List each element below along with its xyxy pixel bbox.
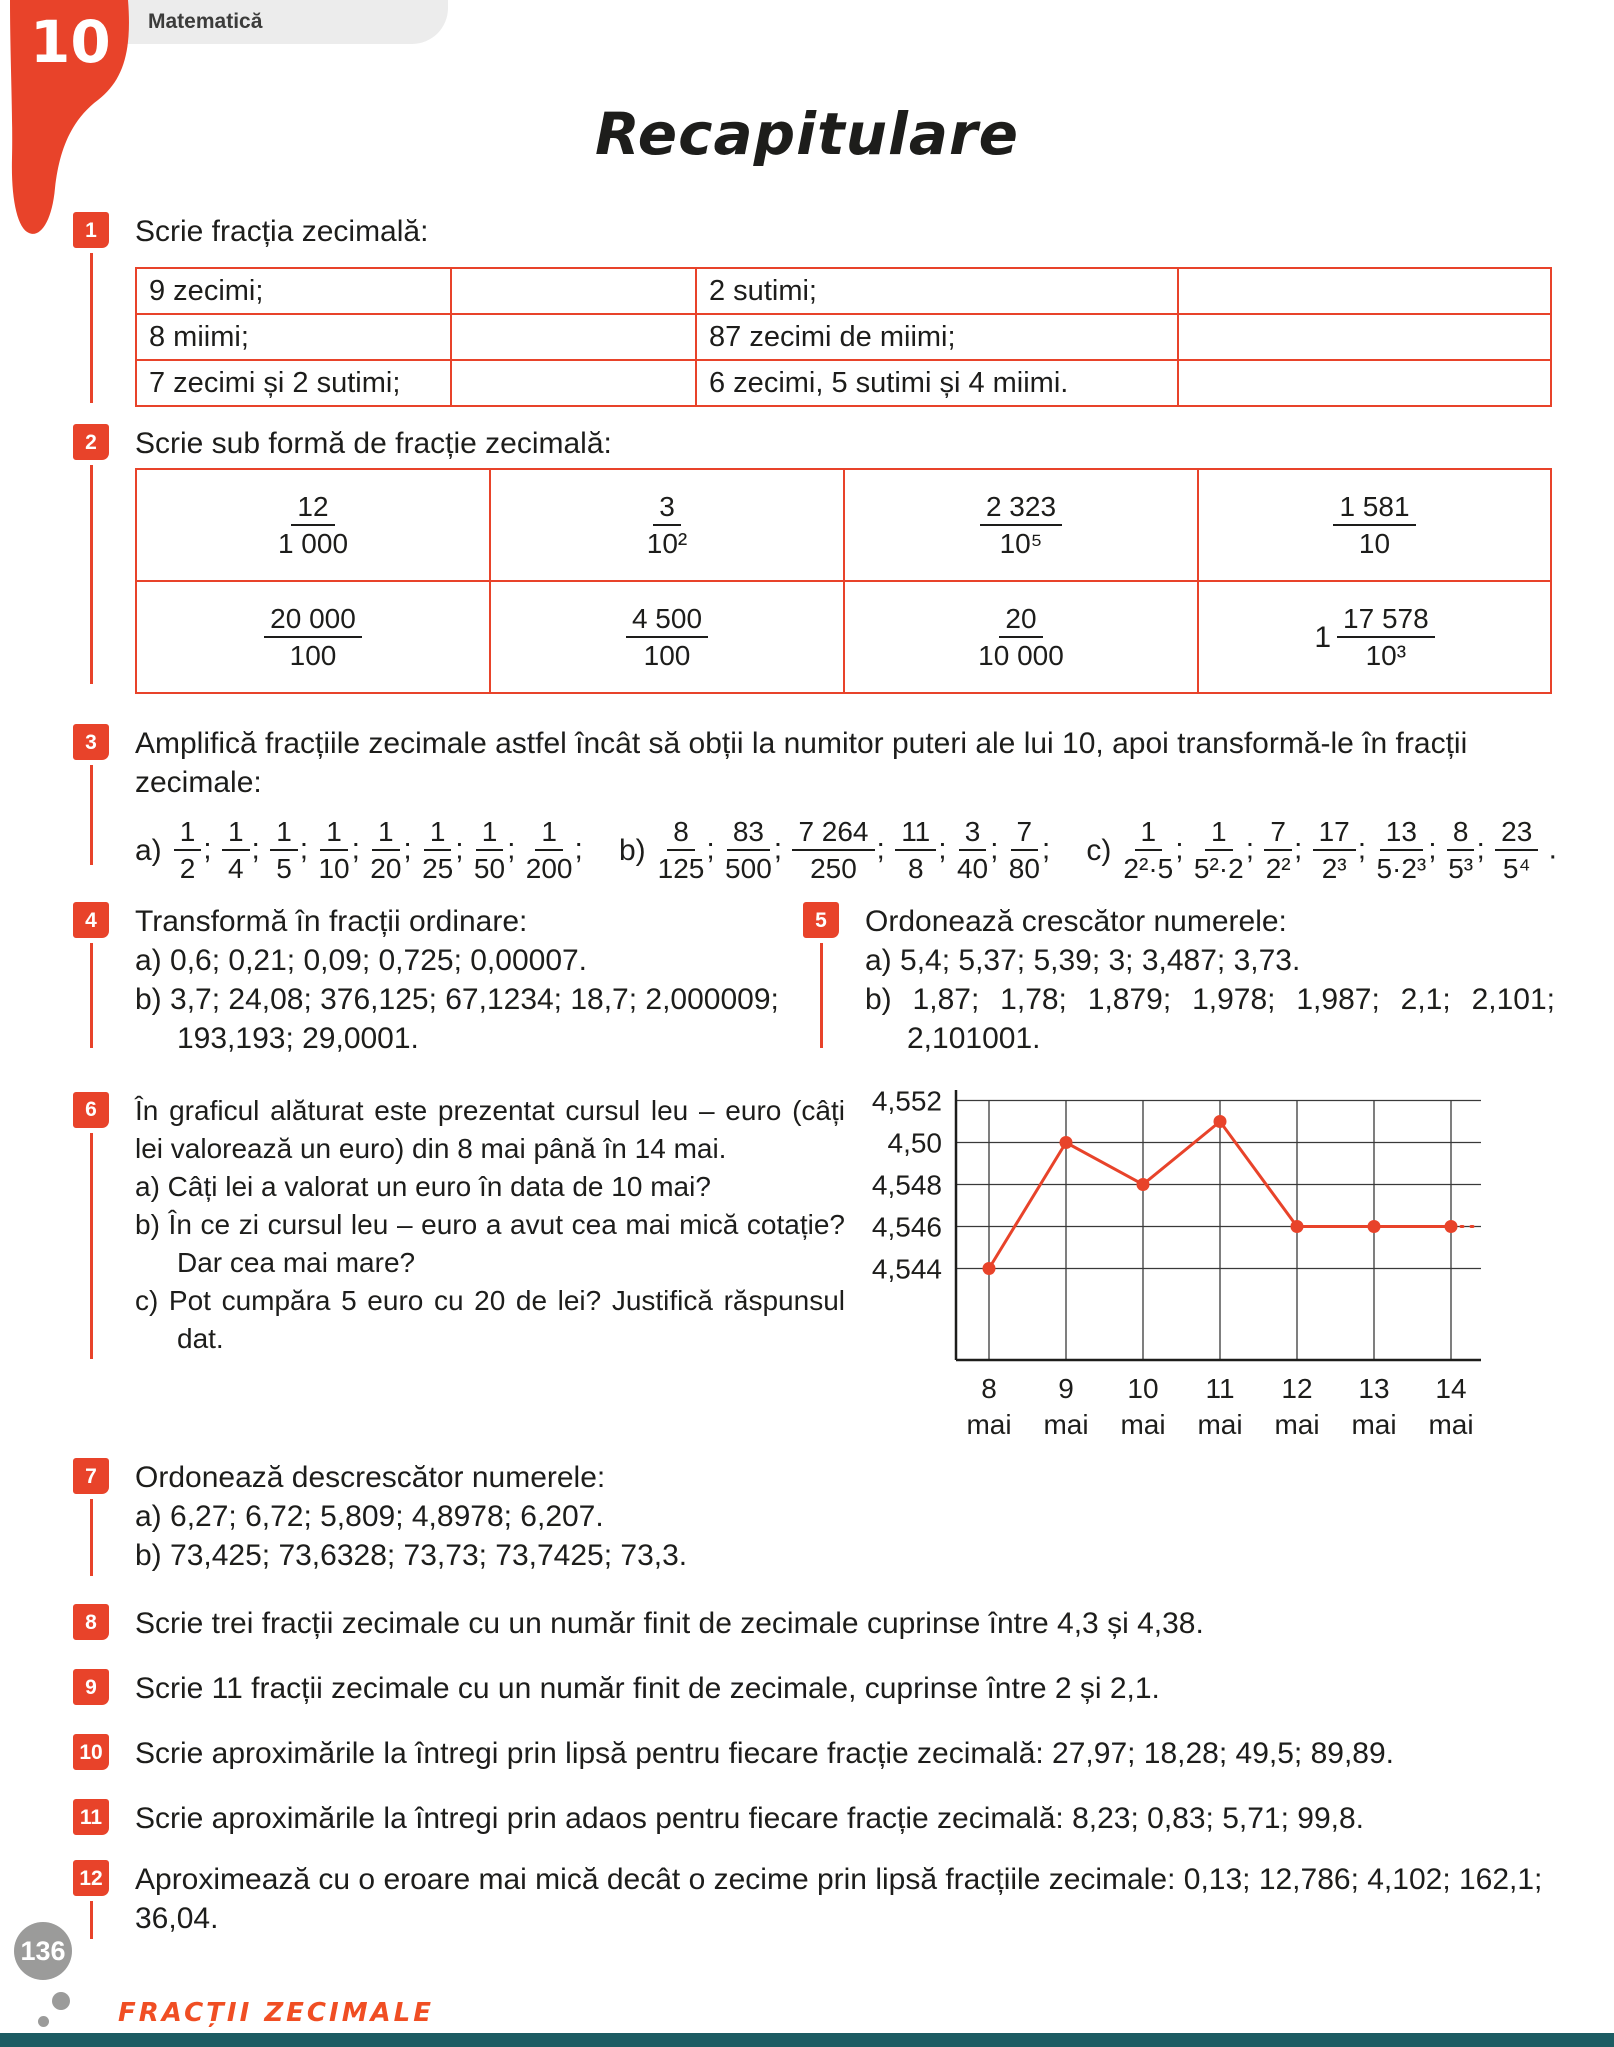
ex2-cell xyxy=(1198,581,1551,693)
fraction-group-c xyxy=(1086,816,1557,885)
ex1-table xyxy=(135,267,1552,407)
ex2-cell xyxy=(490,469,844,581)
x-tick-month: mai xyxy=(1043,1409,1089,1440)
fraction: $\frac{20}{10 000}$ xyxy=(978,602,1064,671)
fraction: $\frac{7}{80}$ xyxy=(1008,816,1040,885)
fraction: $\frac{1}{25}$ xyxy=(422,816,454,885)
exercise-9-text: Scrie 11 fracții zecimale cu un număr finit de zecimale, cuprinse între 2 și 2,1. xyxy=(135,1672,1160,1705)
exercise-6-intro: În graficul alăturat este prezentat cursul leu – euro (câți lei valorează un euro) din 8 mai până în 14 mai. xyxy=(135,1095,845,1164)
exercise-4-item-a: a) 0,6; 0,21; 0,09; 0,725; 0,00007. xyxy=(135,944,588,977)
exercise-5-badge: 5 xyxy=(803,902,839,938)
exercise-2-badge: 2 xyxy=(73,424,109,460)
y-tick-label: 4,552 xyxy=(871,1085,942,1117)
x-tick-month: mai xyxy=(1120,1409,1166,1440)
page-number-badge: 136 xyxy=(14,1922,72,1980)
exercise-2-prompt: Scrie sub formă de fracție zecimală: xyxy=(135,427,612,460)
exercise-6-item-c: c) Pot cumpăra 5 euro cu 20 de lei? Justifică răspunsul dat. xyxy=(135,1285,845,1354)
group-label-b: b) xyxy=(618,833,646,867)
fraction: $\frac{1}{5}$ xyxy=(270,816,298,885)
exercise-4-badge: 4 xyxy=(73,902,109,938)
group-label-c: c) xyxy=(1086,833,1112,867)
exercise-12-badge: 12 xyxy=(73,1860,109,1896)
fraction: $\frac{20 000}{100}$ xyxy=(264,603,362,672)
exercise-3-prompt: Amplifică fracțiile zecimale astfel încât să obții la numitor puteri ale lui 10, apoi transformă-le în fracții zecimale: xyxy=(135,727,1468,799)
exercise-5-item-b: b) 1,87; 1,78; 1,879; 1,978; 1,987; 2,1; 2,101; 2,101001. xyxy=(865,983,1555,1055)
exercise-6 xyxy=(85,1092,845,1358)
exercise-7-prompt: Ordonează descrescător numerele: xyxy=(135,1461,606,1494)
exercise-6-item-b: b) În ce zi cursul leu – euro a avut cea mai mică cotație? Dar cea mai mare? xyxy=(135,1209,845,1278)
exercise-12-text: Aproximează cu o eroare mai mică decât o zecime prin lipsă fracțiile zecimale: 0,13; 12,786; 4,102; 162,1; 36,04. xyxy=(135,1863,1543,1935)
fraction: $\frac{3}{40}$ xyxy=(956,816,989,885)
exercise-3 xyxy=(85,724,1565,885)
fraction: $\frac{12}{1 000}$ xyxy=(277,490,349,559)
data-point xyxy=(1445,1220,1458,1233)
exercise-6-badge: 6 xyxy=(73,1092,109,1128)
exercise-10-badge: 10 xyxy=(73,1734,109,1770)
exercise-9-badge: 9 xyxy=(73,1669,109,1705)
decor-dot xyxy=(38,2016,49,2027)
fraction: $\frac{8}{\text{5³}}$ xyxy=(1448,816,1474,885)
ex1-cell: 87 zecimi de miimi; xyxy=(696,314,1178,360)
y-tick-label: 4,544 xyxy=(871,1253,942,1285)
ex1-cell: 9 zecimi; xyxy=(136,268,451,314)
fraction: $\frac{1}{\text{2²·5}}$ xyxy=(1123,816,1174,885)
exercise-guide-line xyxy=(90,1901,93,1939)
exercise-12 xyxy=(79,1860,1567,1938)
y-tick-label: 4,548 xyxy=(871,1169,942,1201)
chapter-footer-label: FRACȚII ZECIMALE xyxy=(118,1998,435,2028)
exercise-2 xyxy=(85,424,1565,694)
ex1-cell xyxy=(451,360,696,406)
fraction: $\frac{1}{4}$ xyxy=(222,816,250,885)
ex1-cell: 6 zecimi, 5 sutimi și 4 miimi. xyxy=(696,360,1178,406)
exercise-guide-line xyxy=(90,253,93,403)
fraction: $\frac{11}{8}$ xyxy=(895,816,936,885)
fraction: $\frac{23}{\text{5⁴}}$ xyxy=(1495,816,1538,885)
x-tick-day: 14 xyxy=(1435,1373,1467,1404)
ex1-cell: 7 zecimi și 2 sutimi; xyxy=(136,360,451,406)
ex1-cell: 2 sutimi; xyxy=(696,268,1178,314)
x-tick-month: mai xyxy=(966,1409,1012,1440)
exercise-5 xyxy=(815,902,1555,1058)
unit-number: 10 xyxy=(30,8,111,76)
data-point xyxy=(1060,1136,1073,1149)
ex1-cell xyxy=(1178,314,1551,360)
x-tick-day: 11 xyxy=(1205,1373,1235,1404)
fraction-group-a xyxy=(135,816,583,885)
exercise-guide-line xyxy=(90,465,93,684)
group-label-a: a) xyxy=(135,833,162,867)
exercise-1 xyxy=(85,212,1565,407)
fraction: $\frac{1}{200}$ xyxy=(525,816,573,885)
exercise-8-text: Scrie trei fracții zecimale cu un număr finit de zecimale cuprinse între 4,3 și 4,38. xyxy=(135,1607,1204,1640)
exercise-6-item-a: a) Câți lei a valorat un euro în data de 10 mai? xyxy=(135,1171,711,1202)
ex1-cell xyxy=(451,268,696,314)
exchange-rate-chart xyxy=(852,1082,1497,1453)
ex2-cell xyxy=(490,581,844,693)
fraction: $\frac{1}{20}$ xyxy=(370,816,402,885)
ex2-cell xyxy=(844,469,1198,581)
fraction-list-b: $\frac{8}{125}$ ; $\frac{83}{500}$ ; $\frac{7 264}{250}$ ; $\frac{11}{8}$ ; $\frac{3}{40}$ ; $\frac{7}{80}$ ; xyxy=(657,816,1051,885)
exercise-guide-line xyxy=(90,765,93,865)
fraction: $\frac{1}{\text{5²·2}}$ xyxy=(1193,816,1244,885)
exercise-4-item-b: b) 3,7; 24,08; 376,125; 67,1234; 18,7; 2,000009; 193,193; 29,0001. xyxy=(135,983,779,1055)
ex1-cell xyxy=(451,314,696,360)
data-point xyxy=(983,1262,996,1275)
exercise-10-text: Scrie aproximările la întregi prin lipsă pentru fiecare fracție zecimală: 27,97; 18,28; 49,5; 89,89. xyxy=(135,1737,1395,1770)
y-tick-label: 4,546 xyxy=(871,1211,942,1243)
fraction: $\frac{83}{500}$ xyxy=(725,816,772,885)
x-tick-day: 13 xyxy=(1358,1373,1390,1404)
ex2-cell xyxy=(844,581,1198,693)
exercise-11-badge: 11 xyxy=(73,1799,109,1835)
data-point xyxy=(1137,1178,1150,1191)
exercise-10 xyxy=(79,1734,1575,1773)
x-tick-month: mai xyxy=(1197,1409,1243,1440)
fraction: $\frac{7 264}{250}$ xyxy=(792,816,874,885)
ex2-cell xyxy=(136,469,490,581)
exercise-7-badge: 7 xyxy=(73,1458,109,1494)
fraction-list-c: $\frac{1}{\text{2²·5}}$ ; $\frac{1}{\text{5²·2}}$ ; $\frac{7}{\text{2²}}$ ; $\frac{17}{\text{2³}}$ ; $\frac{13}{\text{5·2³}}$ ; $\frac{8}{\text{5³}}$ ; $\frac{23}{\text{5⁴}}$ . xyxy=(1123,816,1557,885)
exercise-5-item-a: a) 5,4; 5,37; 5,39; 3; 3,487; 3,73. xyxy=(865,944,1301,977)
exercise-9 xyxy=(85,1669,1575,1708)
exercise-5-prompt: Ordonează crescător numerele: xyxy=(865,905,1287,938)
exercise-guide-line xyxy=(90,1499,93,1576)
fraction: $\frac{13}{\text{5·2³}}$ xyxy=(1376,816,1427,885)
exercise-8 xyxy=(85,1604,1575,1643)
footer-bar xyxy=(0,2033,1614,2047)
exercise-guide-line xyxy=(90,1133,93,1359)
decor-dot xyxy=(52,1992,70,2010)
fraction: $\frac{1}{10}$ xyxy=(318,816,350,885)
fraction-list-a: $\frac{1}{2}$ ; $\frac{1}{4}$ ; $\frac{1}{5}$ ; $\frac{1}{10}$ ; $\frac{1}{20}$ ; $\frac{1}{25}$ ; $\frac{1}{50}$ ; $\frac{1}{200}$ ; xyxy=(172,816,583,885)
data-point xyxy=(1291,1220,1304,1233)
ex2-cell xyxy=(136,581,490,693)
fraction: $\frac{1}{50}$ xyxy=(473,816,506,885)
exercise-8-badge: 8 xyxy=(73,1604,109,1640)
exercise-7-item-b: b) 73,425; 73,6328; 73,73; 73,7425; 73,3. xyxy=(135,1539,688,1572)
x-tick-month: mai xyxy=(1351,1409,1397,1440)
x-tick-month: mai xyxy=(1274,1409,1320,1440)
ex1-cell xyxy=(1178,360,1551,406)
exercise-1-badge: 1 xyxy=(73,212,109,248)
exercise-7 xyxy=(85,1458,1035,1575)
fraction: $\frac{1 581}{10}$ xyxy=(1333,491,1415,560)
x-tick-day: 12 xyxy=(1281,1373,1313,1404)
x-tick-day: 8 xyxy=(981,1373,997,1404)
x-tick-day: 9 xyxy=(1058,1373,1074,1404)
page-title: Recapitulare xyxy=(594,100,1019,168)
x-tick-month: mai xyxy=(1428,1409,1474,1440)
fraction: $\frac{3}{\text{10²}}$ xyxy=(646,490,688,559)
exercise-4-prompt: Transformă în fracții ordinare: xyxy=(135,905,528,938)
fraction-group-b xyxy=(619,816,1050,885)
subject-label: Matematică xyxy=(148,10,263,33)
x-tick-day: 10 xyxy=(1127,1373,1159,1404)
fraction: $\frac{1}{2}$ xyxy=(174,816,202,885)
y-tick-label: 4,50 xyxy=(887,1127,942,1159)
data-point xyxy=(1214,1115,1227,1128)
exercise-guide-line xyxy=(820,943,823,1048)
data-point xyxy=(1368,1220,1381,1233)
exercise-guide-line xyxy=(90,943,93,1048)
exercise-11-text: Scrie aproximările la întregi prin adaos pentru fiecare fracție zecimală: 8,23; 0,83; 5,71; 99,8. xyxy=(135,1802,1364,1835)
fraction: $\frac{7}{\text{2²}}$ xyxy=(1265,816,1291,885)
ex2-cell xyxy=(1198,469,1551,581)
ex1-cell xyxy=(1178,268,1551,314)
fraction: $\frac{4 500}{100}$ xyxy=(626,603,708,672)
ex2-table xyxy=(135,468,1552,694)
fraction: $\frac{17}{\text{2³}}$ xyxy=(1313,816,1356,885)
exercise-1-prompt: Scrie fracția zecimală: xyxy=(135,215,429,248)
exercise-4 xyxy=(85,902,795,1058)
fraction: $\frac{2 323}{\text{10⁵}}$ xyxy=(980,491,1062,560)
fraction: $\frac{8}{125}$ xyxy=(657,816,705,885)
exercise-11 xyxy=(79,1799,1575,1838)
exercise-3-badge: 3 xyxy=(73,724,109,760)
ex1-cell: 8 miimi; xyxy=(136,314,451,360)
exercise-3-fractions xyxy=(135,816,1557,885)
fraction: 1 $\frac{17 578}{\text{10³}}$ xyxy=(1314,603,1434,672)
exercise-7-item-a: a) 6,27; 6,72; 5,809; 4,8978; 6,207. xyxy=(135,1500,604,1533)
